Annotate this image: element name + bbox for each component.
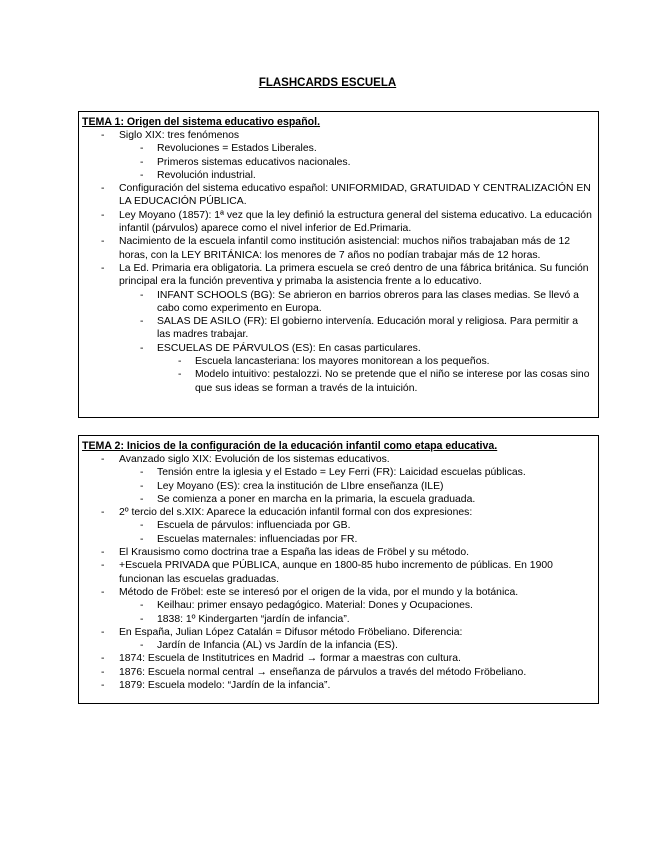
list-item: - INFANT SCHOOLS (BG): Se abrieron en barrios obreros para las clases medias. Se llevó a cabo como experimento en Europa. — [157, 289, 592, 316]
list-item: - El Krausismo como doctrina trae a España las ideas de Fröbel y su método. — [82, 546, 592, 559]
list-item: - En España, Julian López Catalán = Difusor método Fröbeliano. Diferencia: - Jardín de Infancia (AL) vs Jardín de la infancia (ES). — [82, 626, 592, 653]
list-item: - Keilhau: primer ensayo pedagógico. Material: Dones y Ocupaciones. — [157, 599, 592, 612]
list-item: - 2º tercio del s.XIX: Aparece la educación infantil formal con dos expresiones: - Escuela de párvulos: influenciada por GB. - Escuelas maternales: influenciadas por FR. — [82, 506, 592, 546]
list-item: - Se comienza a poner en marcha en la primaria, la escuela graduada. — [157, 493, 592, 506]
flashcard-tema-1 — [78, 111, 599, 418]
list-item: - Revolución industrial. — [157, 169, 592, 182]
list-item: - Avanzado siglo XIX: Evolución de los sistemas educativos. - Tensión entre la iglesia y el Estado = Ley Ferri (FR): Laicidad escuelas públicas. - Ley Moyano (ES): crea la institución de LIbre enseñanza (ILE) - Se comienza a poner en marcha en la primaria, la escuela graduada. — [82, 453, 592, 506]
list-item: - 1838: 1º Kindergarten “jardín de infancia”. — [157, 613, 592, 626]
list-item: - Revoluciones = Estados Liberales. — [157, 142, 592, 155]
card-title: TEMA 2: Inicios de la configuración de la educación infantil como etapa educativa. — [82, 440, 498, 452]
list-item: - 1879: Escuela modelo: “Jardín de la infancia”. — [82, 679, 592, 692]
list-item: - Escuela lancasteriana: los mayores monitorean a los pequeños. — [195, 355, 592, 368]
list-item: - Modelo intuitivo: pestalozzi. No se pretende que el niño se interese por las cosas sino que sus ideas se forman a través de la intuición. — [195, 368, 592, 395]
list-item: - Nacimiento de la escuela infantil como institución asistencial: muchos niños trabajaban más de 12 horas, con la LEY BRITÁNICA: los menores de 7 años no podían trabajar más de 12 horas. — [82, 235, 592, 262]
list-item: - Siglo XIX: tres fenómenos - Revoluciones = Estados Liberales. - Primeros sistemas educativos nacionales. - Revolución industrial. — [82, 129, 592, 182]
list-item: - Jardín de Infancia (AL) vs Jardín de la infancia (ES). — [157, 639, 592, 652]
list-item: - +Escuela PRIVADA que PÚBLICA, aunque en 1800-85 hubo incremento de públicas. En 1900 funcionan las escuelas graduadas. — [82, 559, 592, 586]
list-item: - La Ed. Primaria era obligatoria. La primera escuela se creó dentro de una fábrica británica. Su función principal era la función preventiva y primaba la asistencia frente a lo educativo. - INFANT SCHOOLS (BG): Se abrieron en barrios obreros para las clases medias. Se llevó a cabo como experimento en Europa. - SALAS DE ASILO (FR): El gobierno intervenía. Educación moral y religiosa. Para permitir a las madres trabajar. - ESCUELAS DE PÁRVULOS (ES): En casas particulares. - Escuela lancasteriana: los mayores monitorean a los pequeños. - Modelo intuitivo: pestalozzi. No se pretende que el niño se interese por las cosas sino que sus ideas se forman a través de la intuición. — [82, 262, 592, 395]
list-item: - Método de Fröbel: este se interesó por el origen de la vida, por el mundo y la botánica. - Keilhau: primer ensayo pedagógico. Material: Dones y Ocupaciones. - 1838: 1º Kindergarten “jardín de infancia”. — [82, 586, 592, 626]
card-title: TEMA 1: Origen del sistema educativo español. — [82, 116, 321, 128]
flashcard-tema-2 — [78, 435, 599, 704]
list-item: - Configuración del sistema educativo español: UNIFORMIDAD, GRATUIDAD Y CENTRALIZACIÓN EN LA EDUCACIÓN PÚBLICA. — [82, 182, 592, 209]
list-item: - Escuela de párvulos: influenciada por GB. — [157, 519, 592, 532]
list-item: - Ley Moyano (1857): 1ª vez que la ley definió la estructura general del sistema educativo. La educación infantil (párvulos) aparece como el nivel inferior de Ed.Primaria. — [82, 209, 592, 236]
list-item: - SALAS DE ASILO (FR): El gobierno intervenía. Educación moral y religiosa. Para permitir a las madres trabajar. — [157, 315, 592, 342]
list-item: - Primeros sistemas educativos nacionales. — [157, 156, 592, 169]
list-item: - Ley Moyano (ES): crea la institución de LIbre enseñanza (ILE) — [157, 480, 592, 493]
list-item: - Tensión entre la iglesia y el Estado = Ley Ferri (FR): Laicidad escuelas públicas. — [157, 466, 592, 479]
list-item: - Escuelas maternales: influenciadas por FR. — [157, 533, 592, 546]
list-item: - 1876: Escuela normal central → enseñanza de párvulos a través del método Fröbeliano. — [82, 666, 592, 679]
list-item: - 1874: Escuela de Institutrices en Madrid → formar a maestras con cultura. — [82, 652, 592, 665]
page-title: FLASHCARDS ESCUELA — [258, 77, 397, 89]
list-item: - ESCUELAS DE PÁRVULOS (ES): En casas particulares. - Escuela lancasteriana: los mayores monitorean a los pequeños. - Modelo intuitivo: pestalozzi. No se pretende que el niño se interese por las cosas sino que sus ideas se forman a través de la intuición. — [157, 342, 592, 395]
